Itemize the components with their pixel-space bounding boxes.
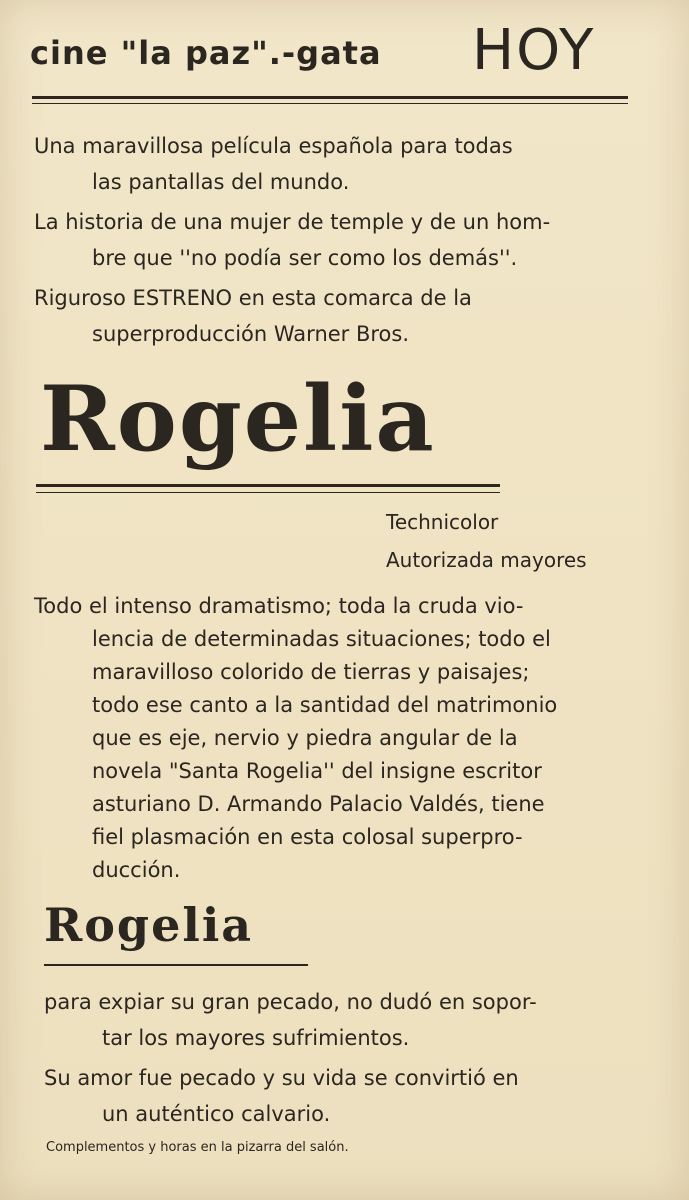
movie-title-small: Rogelia (44, 898, 254, 952)
intro-paragraph-1: Una maravillosa película española para todas las pantallas del mundo. (34, 134, 513, 194)
cinema-name: cine "la paz".-gata (30, 34, 382, 72)
movie-title: Rogelia (40, 366, 436, 472)
closing-paragraph-1: para expiar su gran pecado, no dudó en sopor- tar los mayores sufrimientos. (44, 990, 537, 1050)
header-rule-thin (32, 103, 628, 104)
footer-note: Complementos y horas en la pizarra del salón. (46, 1140, 349, 1155)
title-rule (36, 484, 500, 487)
intro-paragraph-3: Riguroso ESTRENO en esta comarca de la superproducción Warner Bros. (34, 286, 472, 346)
intro-paragraph-2: La historia de una mujer de temple y de un hom- bre que ''no podía ser como los demás''. (34, 210, 551, 270)
small-title-rule (44, 964, 308, 966)
description-paragraph: Todo el intenso dramatismo; toda la cruda vio- lencia de determinadas situaciones; todo el maravilloso colorido de tierras y paisajes; todo ese canto a la santidad del matrimonio que es eje, nervio y piedra angular de la novela "Santa Rogelia'' del insigne escritor asturiano D. Armando Palacio Valdés, tiene fiel plasmación en esta colosal superpro- ducción. (34, 594, 558, 882)
closing-paragraph-2: Su amor fue pecado y su vida se convirtió en un auténtico calvario. (44, 1066, 519, 1126)
today-label: HOY (472, 18, 596, 83)
header-rule (32, 96, 628, 99)
color-label: Technicolor (386, 510, 499, 534)
title-rule-thin (36, 492, 500, 493)
rating-label: Autorizada mayores (386, 548, 587, 572)
